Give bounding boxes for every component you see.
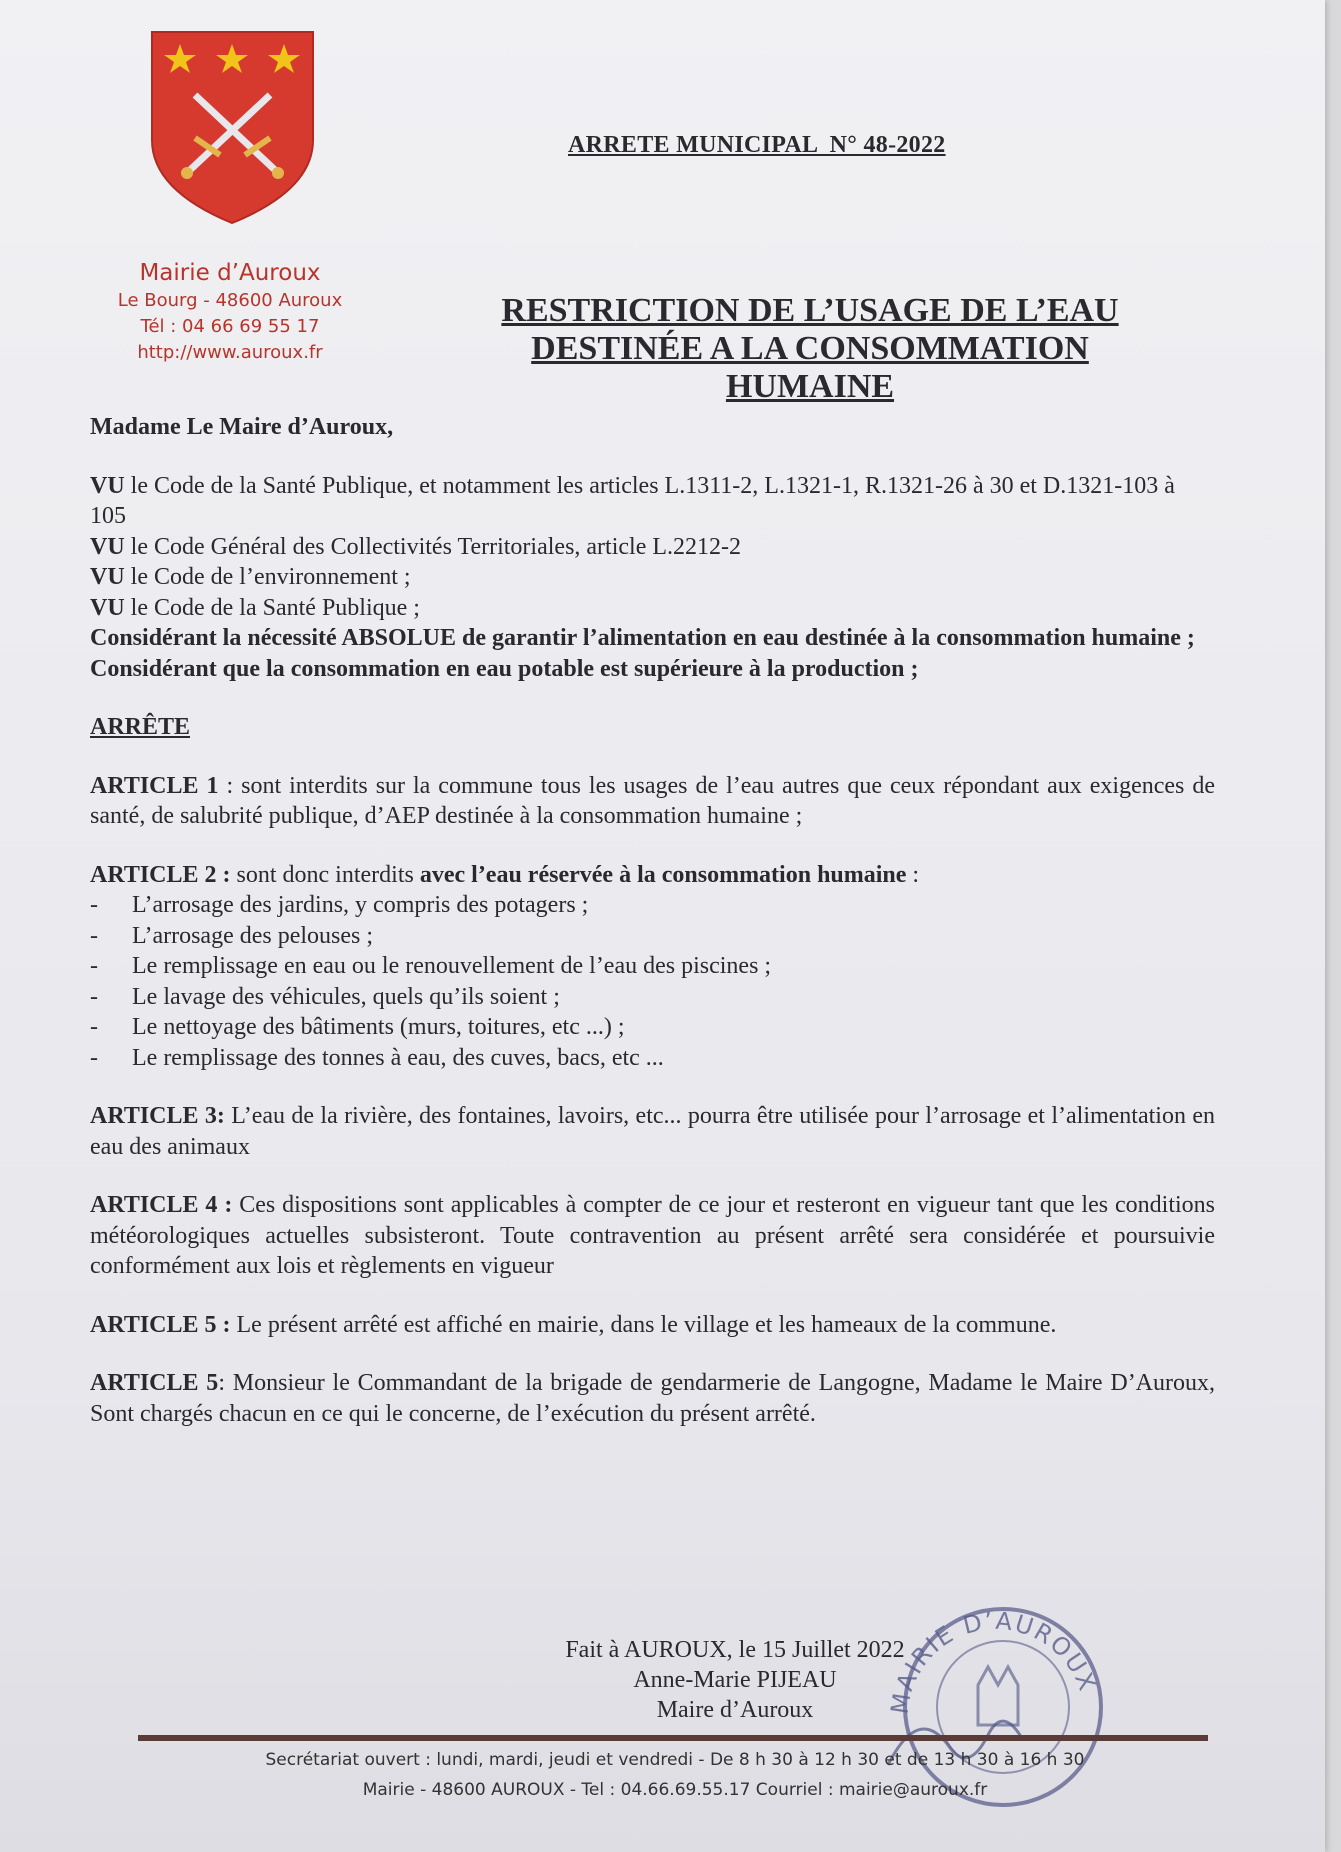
- arrete-heading: ARRÊTE: [90, 714, 191, 740]
- vu-line: VU le Code de la Santé Publique, et notamment les articles L.1311-2, L.1321-1, R.1321-26 à 30 et D.1321-103 à 105: [90, 472, 1175, 529]
- considerant-line: Considérant que la consommation en eau potable est supérieure à la production ;: [90, 655, 919, 682]
- title-line: HUMAINE: [725, 368, 895, 405]
- article-3: ARTICLE 3: L’eau de la rivière, des fontaines, lavoirs, etc... pourra être utilisée pour l’arrosage et l’alimentation en eau des animaux: [90, 1103, 1215, 1160]
- article-5-display: ARTICLE 5 : Le présent arrêté est affiché en mairie, dans le village et les hameaux de la commune.: [90, 1311, 1057, 1338]
- article-4: ARTICLE 4 : Ces dispositions sont applicables à compter de ce jour et resteront en vigueur tant que les conditions météorologiques actuelles subsisteront. Toute contravention au présent arrêté sera considérée et poursuivie conformément aux lois et règlements en vigueur: [90, 1192, 1215, 1279]
- list-item: - Le remplissage en eau ou le renouvellement de l’eau des piscines ;: [90, 953, 772, 979]
- salutation: Madame Le Maire d’Auroux,: [90, 414, 394, 440]
- article-1: ARTICLE 1 : sont interdits sur la commune tous les usages de l’eau autres que ceux répondant aux exigences de santé, de salubrité publique, d’AEP destinée à la consommation humaine ;: [90, 772, 1216, 829]
- article-5-execution: ARTICLE 5: Monsieur le Commandant de la brigade de gendarmerie de Langogne, Madame le Maire D’Auroux, Sont chargés chacun en ce qui le concerne, de l’exécution du présent arrêté.: [90, 1370, 1216, 1427]
- footer-hours: Secrétariat ouvert : lundi, mardi, jeudi et vendredi - De 8 h 30 à 12 h 30 et de 13 h 30 à 16 h 30: [265, 1750, 1085, 1770]
- place-date: Fait à AUROUX, le 15 Juillet 2022: [565, 1637, 905, 1663]
- signatory-role: Maire d’Auroux: [656, 1697, 814, 1723]
- document-title: [400, 292, 1220, 406]
- article-2-list: [90, 890, 1215, 1073]
- mairie-letterhead: [90, 258, 370, 366]
- vu-line: VU le Code de la Santé Publique ;: [90, 594, 420, 621]
- svg-text:MAIRIE D’AUROUX: MAIRIE D’AUROUX: [885, 1606, 1102, 1716]
- list-item: - Le nettoyage des bâtiments (murs, toitures, etc ...) ;: [90, 1014, 625, 1040]
- mairie-name: Mairie d’Auroux: [139, 260, 321, 286]
- title-line: RESTRICTION DE L’USAGE DE L’EAU: [501, 292, 1119, 329]
- vu-line: VU le Code Général des Collectivités Territoriales, article L.2212-2: [90, 533, 742, 560]
- document-body: [90, 412, 1215, 1429]
- list-item: - L’arrosage des jardins, y compris des potagers ;: [90, 892, 589, 918]
- title-line: DESTINÉE A LA CONSOMMATION: [531, 330, 1089, 367]
- vu-line: VU le Code de l’environnement ;: [90, 564, 411, 590]
- list-item: - Le lavage des véhicules, quels qu’ils soient ;: [90, 983, 560, 1010]
- list-item: - Le remplissage des tonnes à eau, des cuves, bacs, etc ...: [90, 1044, 664, 1071]
- considerant-line: Considérant la nécessité ABSOLUE de garantir l’alimentation en eau destinée à la consommation humaine ;: [90, 625, 1195, 651]
- page-footer: [150, 1745, 1200, 1805]
- coat-of-arms-icon: [150, 30, 315, 225]
- arrete-number: ARRETE MUNICIPAL N° 48-2022: [568, 132, 946, 158]
- mairie-phone: Tél : 04 66 69 55 17: [140, 316, 320, 337]
- signatory-name: Anne-Marie PIJEAU: [633, 1667, 837, 1693]
- footer-contact: Mairie - 48600 AUROUX - Tel : 04.66.69.55.17 Courriel : mairie@auroux.fr: [362, 1780, 988, 1800]
- mairie-address: Le Bourg - 48600 Auroux: [117, 290, 343, 311]
- list-item: - L’arrosage des pelouses ;: [90, 922, 374, 949]
- footer-divider: [138, 1735, 1208, 1741]
- mairie-website: http://www.auroux.fr: [137, 342, 323, 363]
- article-2: ARTICLE 2 : sont donc interdits avec l’eau réservée à la consommation humaine :: [90, 861, 920, 888]
